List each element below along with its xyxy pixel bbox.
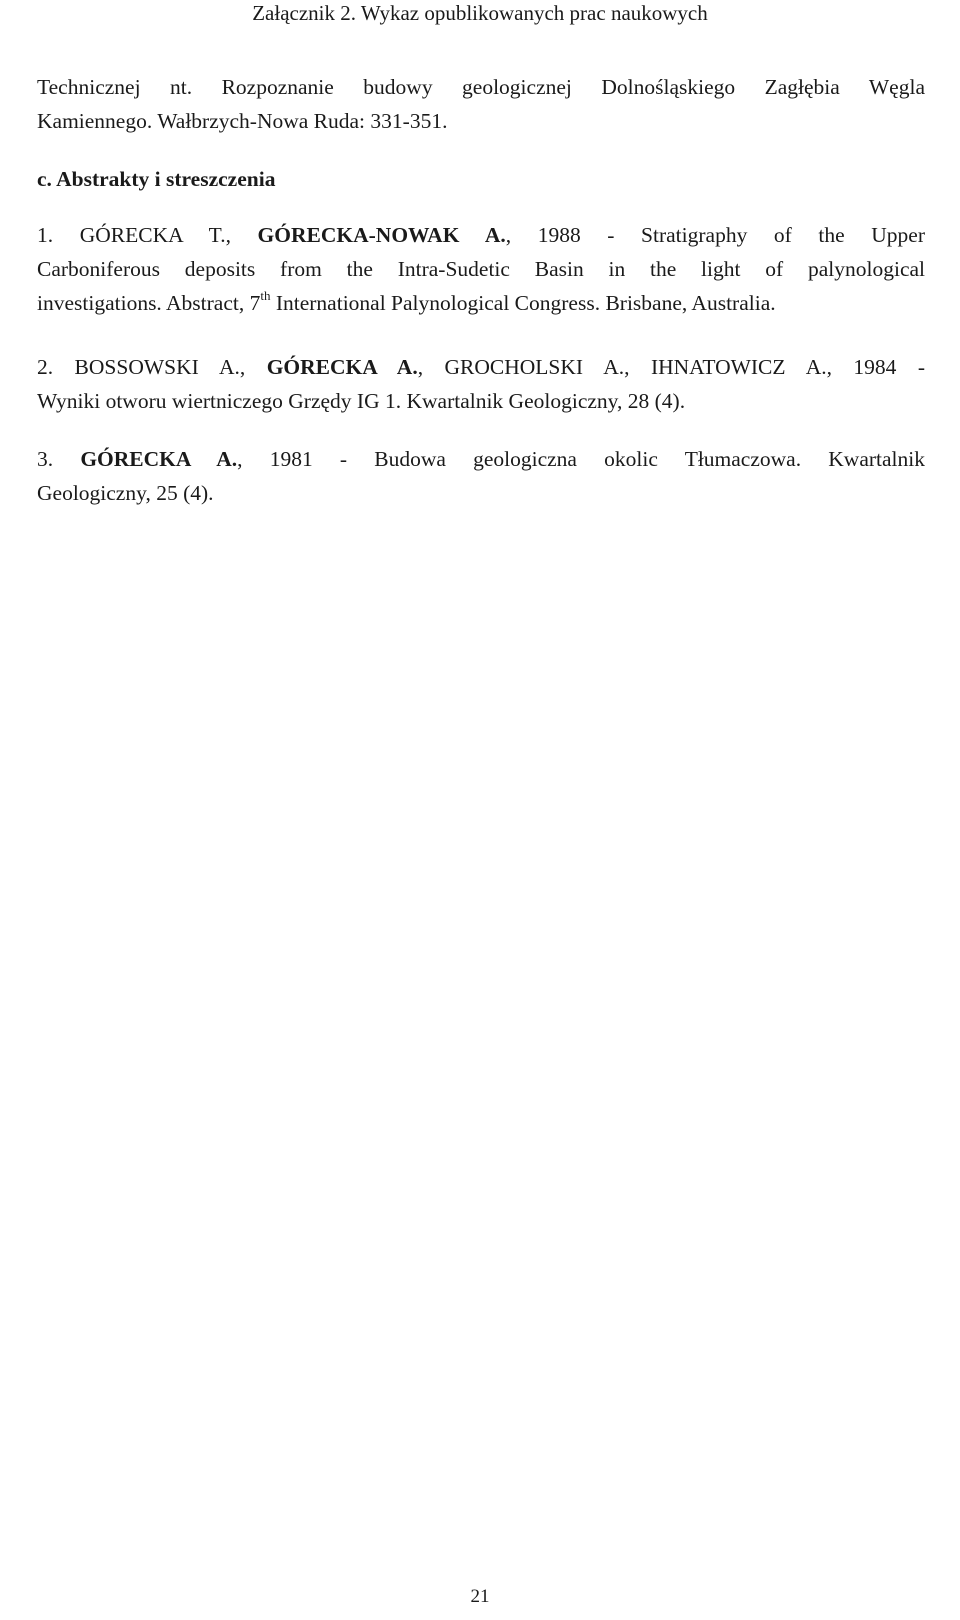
section-heading: c. Abstrakty i streszczenia [37,167,276,191]
continued-reference [37,70,925,138]
reference-entry-2 [37,350,925,418]
entry-number: 2. [37,355,54,379]
entry-2-line-1 [37,350,925,384]
entry-1-line-3 [37,287,776,315]
entry-1-line-2: Carboniferous deposits from the Intra-Sudetic Basin in the light of palynological [37,257,925,281]
entry-author: BOSSOWSKI A., [74,355,267,379]
page-header: Załącznik 2. Wykaz opublikowanych prac naukowych [252,1,708,25]
entry-3-line-1 [37,442,925,476]
entry-author: GÓRECKA T., [79,223,258,247]
reference-entry-3 [37,442,925,510]
superscript: th [260,287,271,303]
entry-number: 3. [37,447,54,471]
entry-author-highlighted: GÓRECKA A. [80,447,238,471]
entry-author-highlighted: GÓRECKA A. [266,355,418,379]
page-number: 21 [470,1586,490,1607]
entry-text: , GROCHOLSKI A., IHNATOWICZ A., 1984 - [417,355,925,379]
continued-reference-line-1: Technicznej nt. Rozpoznanie budowy geologicznej Dolnośląskiego Zagłębia Węgla [37,75,925,99]
continued-reference-line-2: Kamiennego. Wałbrzych-Nowa Ruda: 331-351. [37,109,448,133]
entry-text: investigations. Abstract, 7 [37,291,261,315]
document-body [37,70,925,510]
entry-2-line-2: Wyniki otworu wiertniczego Grzędy IG 1. Kwartalnik Geologiczny, 28 (4). [37,389,686,413]
entry-text: , 1988 - Stratigraphy of the Upper [505,223,925,247]
entry-1-line-1 [37,218,925,252]
entry-number: 1. [37,223,54,247]
reference-entry-1 [37,218,925,320]
entry-author-highlighted: GÓRECKA-NOWAK A. [257,223,506,247]
entry-3-line-2: Geologiczny, 25 (4). [37,481,214,505]
entry-text: , 1981 - Budowa geologiczna okolic Tłumaczowa. Kwartalnik [237,447,925,471]
entry-text: International Palynological Congress. Brisbane, Australia. [270,291,776,315]
